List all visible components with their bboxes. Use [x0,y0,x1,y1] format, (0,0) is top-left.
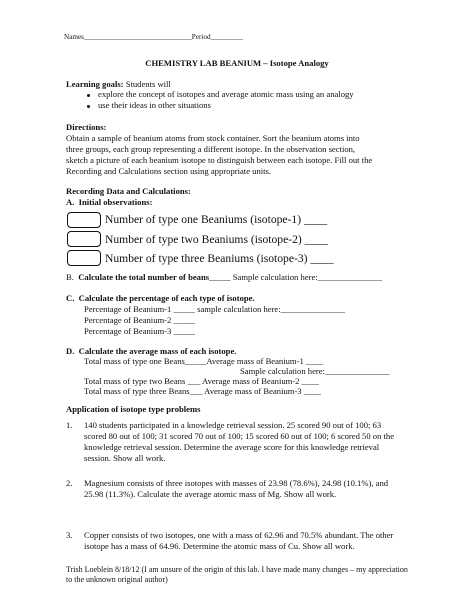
learning-goal-item: explore the concept of isotopes and average atomic mass using an analogy [98,89,354,99]
problem-number: 3. [66,530,73,540]
problem-line: session. Show all work. [84,453,166,463]
percentage-line: Percentage of Beanium-3 _____ [84,326,195,336]
section-c-label [66,293,255,304]
footer-line: to the unknown original author) [66,575,168,584]
footer-line: Trish Loeblein 8/18/12 (I am unsure of the origin of this lab. I have made many changes – my appreciation [66,565,408,574]
problem-line: knowledge retrieval session. Determine the average score for this knowledge retrieval [84,442,380,452]
problem-line: Copper consists of two isotopes, one with a mass of 62.96 and 70.5% abundant. The other [84,530,394,540]
isotope-1-sketch-box[interactable] [67,212,101,228]
section-b-label: Calculate the total number of beans [78,272,210,282]
bullet-icon [87,94,90,97]
section-c-letter: C. [66,293,75,303]
section-d-text: Calculate the average mass of each isotope. [78,346,237,356]
problem-number: 1. [66,420,73,430]
directions-line: three groups, each group representing a different isotope. In the observation section, [66,144,356,154]
page-title: CHEMISTRY LAB BEANIUM – Isotope Analogy [145,58,329,68]
learning-goals-heading: Learning goals: [66,79,124,89]
section-b-letter: B. [66,272,74,282]
section-b [66,272,382,283]
percentage-line: Percentage of Beanium-1 _____ sample calculation here:_______________ [84,304,346,314]
names-period-line: Names______________________________Period_________ [64,33,243,41]
isotope-row: Number of type one Beaniums (isotope-1) ____ [105,213,328,226]
mass-line: Total mass of type three Beans___ Average mass of Beanium-3 ____ [84,386,321,396]
isotope-2-sketch-box[interactable] [67,231,101,247]
section-d-letter: D. [66,346,75,356]
problem-line: isotope has a mass of 64.96. Determine the atomic mass of Cu. Show all work. [84,541,355,551]
mass-line: Total mass of type one Beans_____Average mass of Beanium-1 ____ [84,356,324,366]
section-c-text: Calculate the percentage of each type of isotope. [78,293,255,303]
percentage-line: Percentage of Beanium-2 _____ [84,315,195,325]
bullet-icon [87,105,90,108]
problem-line: scored 80 out of 100; 31 scored 70 out of 100; 15 scored 60 out of 100; 6 scored 50 on the [84,431,395,441]
problem-line: Magnesium consists of three isotopes with masses of 23.98 (78.6%), 24.98 (10.1%), and [84,478,389,488]
section-a-label [66,197,152,208]
learning-goals-intro: Students will [123,79,171,89]
learning-goals [66,79,171,90]
problem-line: 140 students participated in a knowledge retrieval session. 25 scored 90 out of 100; 63 [84,420,382,430]
isotope-row: Number of type two Beaniums (isotope-2) ____ [105,233,328,246]
section-a-text: Initial observations: [78,197,153,207]
directions-line: Recording and Calculations section using appropriate units. [66,166,272,176]
isotope-3-sketch-box[interactable] [67,250,101,266]
directions-line: sketch a picture of each beanium isotope to distinguish between each isotope. Fill out the [66,155,373,165]
application-heading: Application of isotope type problems [66,404,201,414]
section-d-label [66,346,236,357]
problem-number: 2. [66,478,73,488]
section-b-rest: _____ Sample calculation here:_______________ [209,272,383,282]
mass-sample-line: Sample calculation here:_______________ [240,366,390,376]
learning-goal-item: use their ideas in other situations [98,100,211,110]
directions-line: Obtain a sample of beanium atoms from stock container. Sort the beanium atoms into [66,133,360,143]
isotope-row: Number of type three Beaniums (isotope-3) ____ [105,252,334,265]
problem-line: 25.98 (11.3%). Calculate the average atomic mass of Mg. Show all work. [84,489,337,499]
directions-heading: Directions: [66,122,107,132]
recording-heading: Recording Data and Calculations: [66,186,191,196]
section-a-letter: A. [66,197,75,207]
mass-line: Total mass of type two Beans ___ Average mass of Beanium-2 ____ [84,376,319,386]
